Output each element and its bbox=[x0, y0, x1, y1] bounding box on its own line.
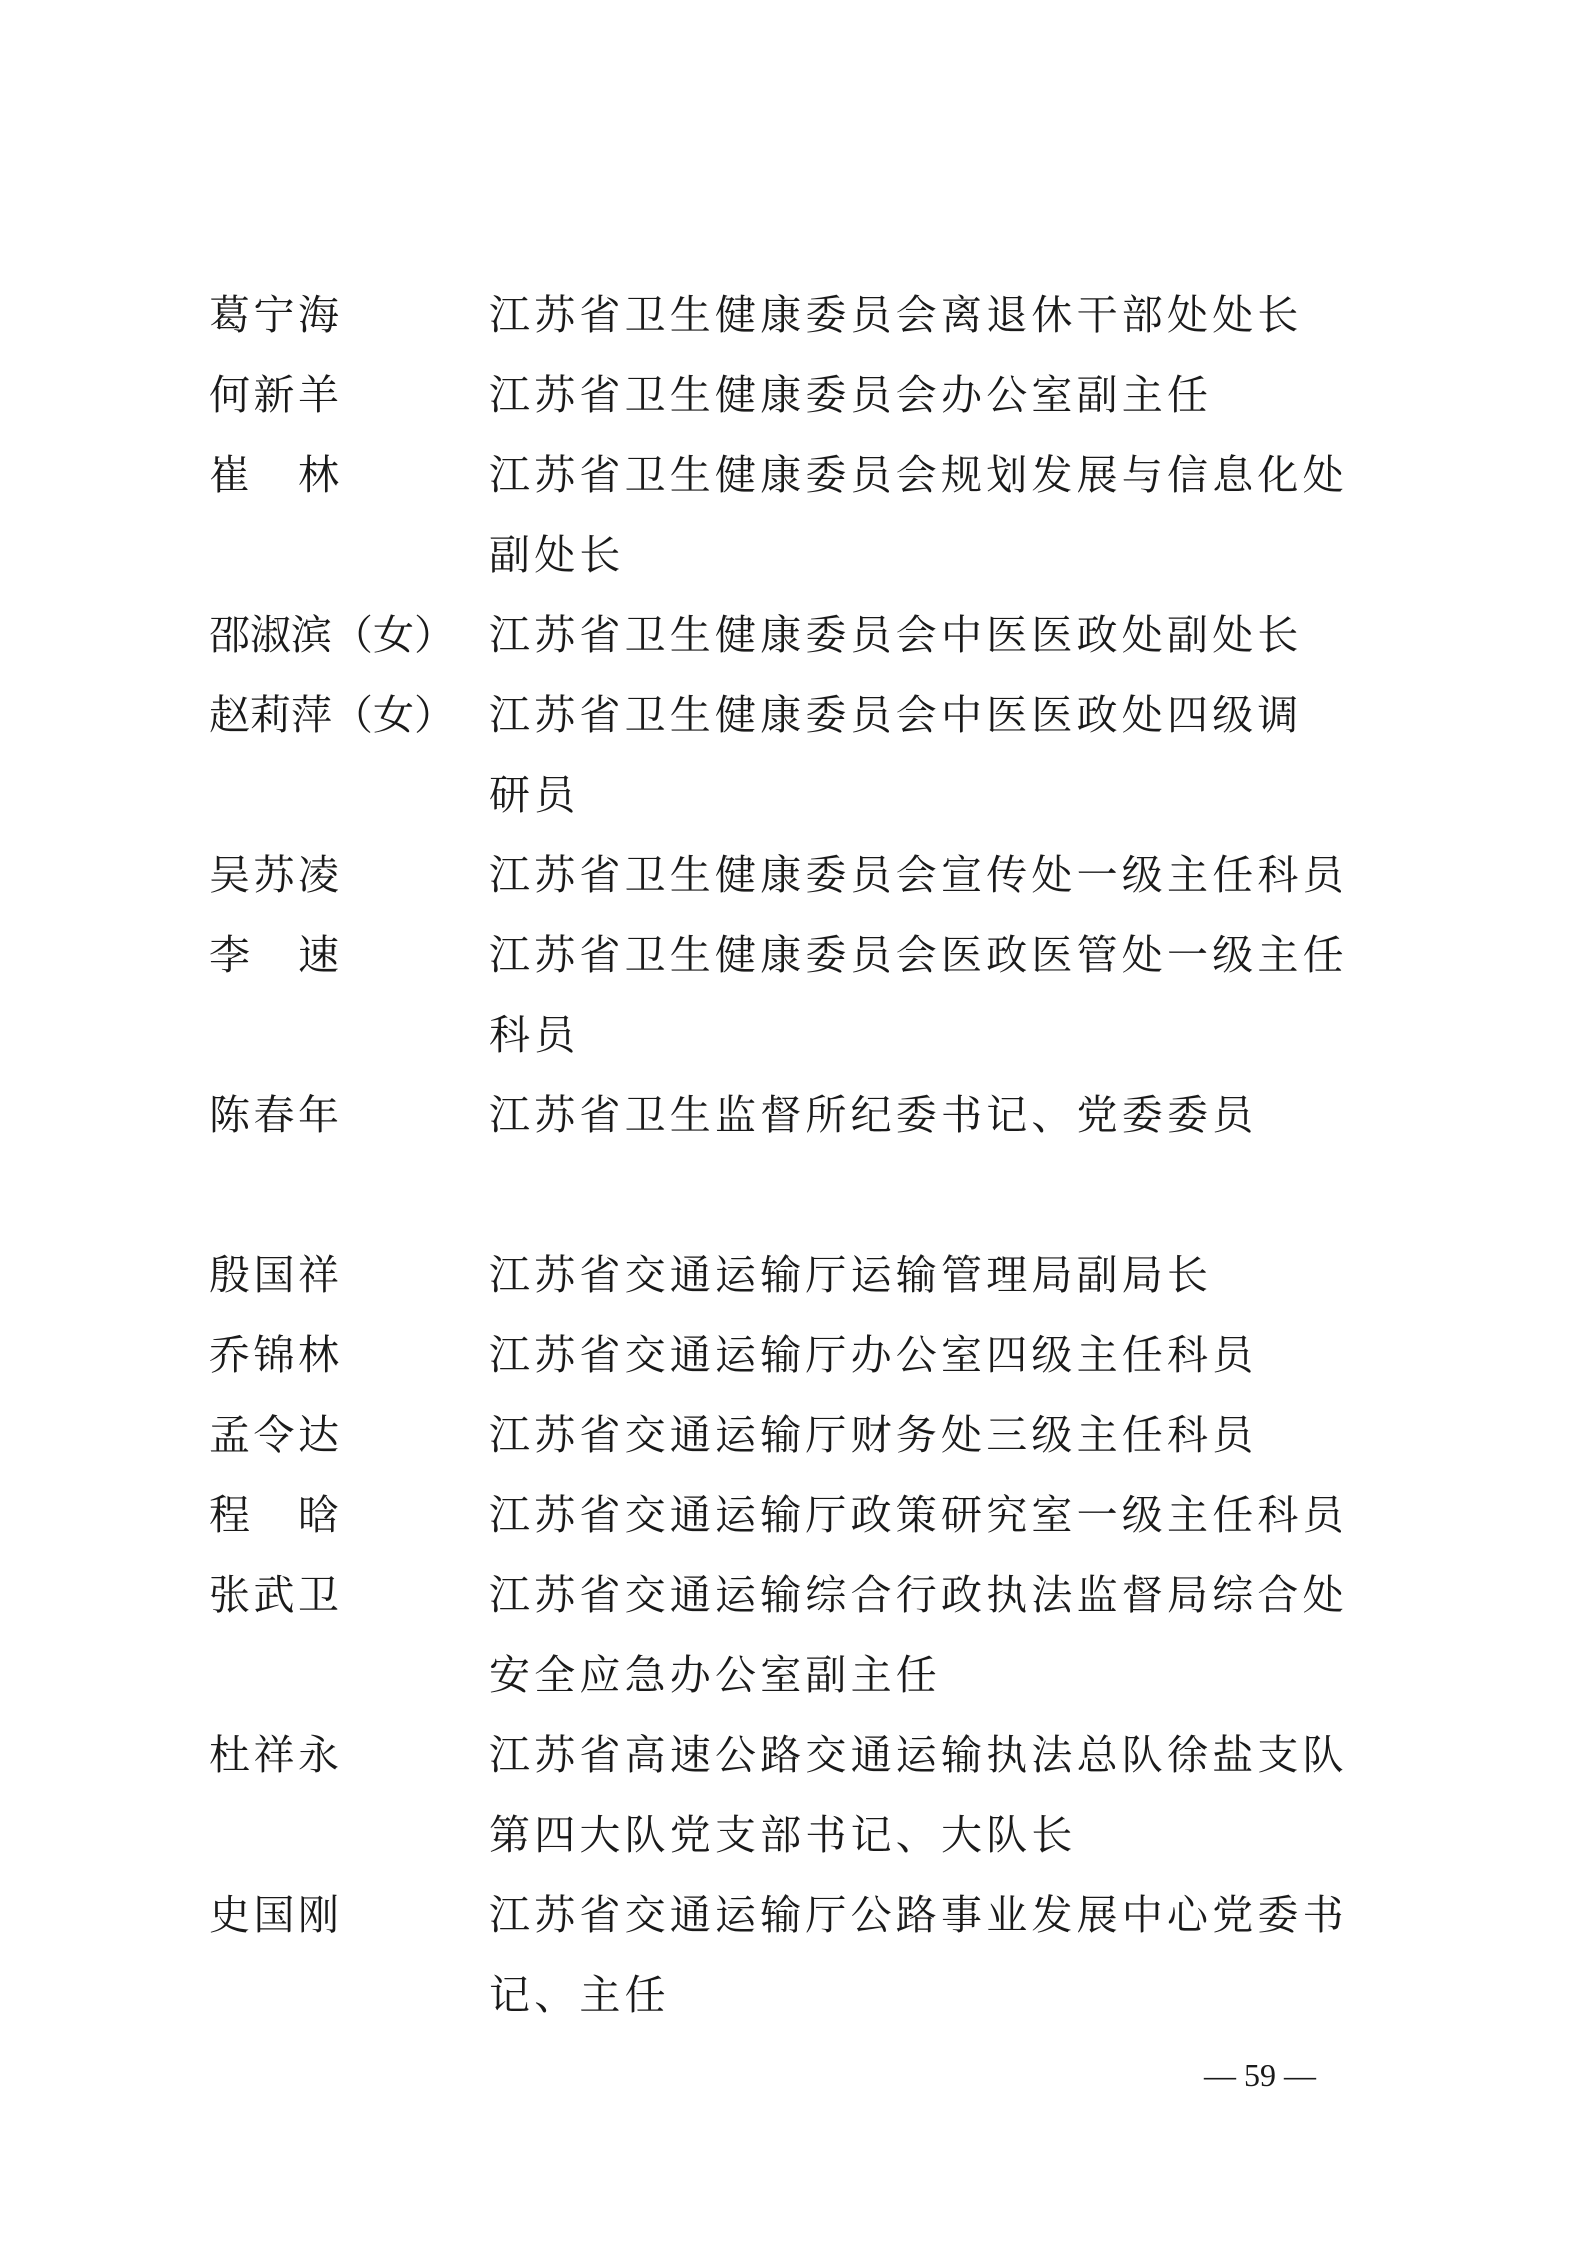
person-duty-continued: 科员 bbox=[489, 1011, 580, 1059]
person-name: 赵莉萍（女） bbox=[209, 691, 455, 739]
person-duty-continued: 安全应急办公室副主任 bbox=[489, 1651, 941, 1699]
person-name: 殷 国 祥 bbox=[209, 1251, 339, 1299]
person-name: 陈 春 年 bbox=[209, 1091, 339, 1139]
person-name: 孟 令 达 bbox=[209, 1411, 339, 1459]
person-duty: 江苏省高速公路交通运输执法总队徐盐支队 bbox=[489, 1731, 1348, 1779]
person-duty: 江苏省交通运输厅办公室四级主任科员 bbox=[489, 1331, 1258, 1379]
person-duty: 江苏省交通运输厅政策研究室一级主任科员 bbox=[489, 1491, 1348, 1539]
person-duty: 江苏省卫生健康委员会医政医管处一级主任 bbox=[489, 931, 1348, 979]
person-name: 程 晗 bbox=[209, 1491, 339, 1539]
page-number: — 59 — bbox=[1204, 2057, 1316, 2093]
person-duty: 江苏省交通运输综合行政执法监督局综合处 bbox=[489, 1571, 1348, 1619]
person-duty-continued: 研员 bbox=[489, 771, 580, 819]
person-duty: 江苏省交通运输厅公路事业发展中心党委书 bbox=[489, 1891, 1348, 1939]
person-name: 杜 祥 永 bbox=[209, 1731, 339, 1779]
person-name: 张 武 卫 bbox=[209, 1571, 339, 1619]
person-duty: 江苏省卫生健康委员会离退休干部处处长 bbox=[489, 291, 1303, 339]
person-duty-continued: 副处长 bbox=[489, 531, 625, 579]
person-name: 何 新 羊 bbox=[209, 371, 339, 419]
person-duty: 江苏省卫生健康委员会中医医政处四级调 bbox=[489, 691, 1303, 739]
person-name: 葛 宁 海 bbox=[209, 291, 339, 339]
person-duty-continued: 记、主任 bbox=[489, 1971, 670, 2019]
person-name: 乔 锦 林 bbox=[209, 1331, 339, 1379]
person-name: 史 国 刚 bbox=[209, 1891, 339, 1939]
person-duty: 江苏省卫生健康委员会规划发展与信息化处 bbox=[489, 451, 1348, 499]
person-duty: 江苏省卫生健康委员会宣传处一级主任科员 bbox=[489, 851, 1348, 899]
person-name: 李 速 bbox=[209, 931, 339, 979]
person-name: 邵淑滨（女） bbox=[209, 611, 455, 659]
person-duty: 江苏省交通运输厅财务处三级主任科员 bbox=[489, 1411, 1258, 1459]
person-duty: 江苏省交通运输厅运输管理局副局长 bbox=[489, 1251, 1213, 1299]
person-name: 崔 林 bbox=[209, 451, 339, 499]
person-duty: 江苏省卫生健康委员会办公室副主任 bbox=[489, 371, 1213, 419]
person-duty-continued: 第四大队党支部书记、大队长 bbox=[489, 1811, 1077, 1859]
person-duty: 江苏省卫生监督所纪委书记、党委委员 bbox=[489, 1091, 1258, 1139]
person-name: 吴 苏 凌 bbox=[209, 851, 339, 899]
person-duty: 江苏省卫生健康委员会中医医政处副处长 bbox=[489, 611, 1303, 659]
